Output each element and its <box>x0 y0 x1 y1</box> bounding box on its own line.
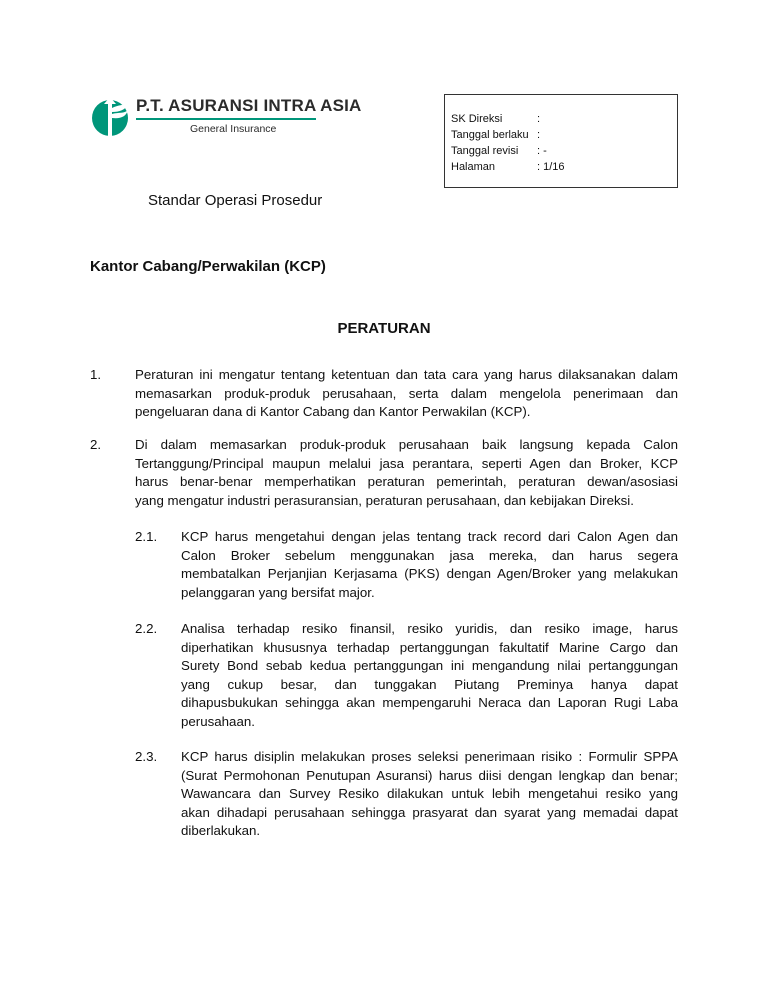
info-row-tanggal-berlaku <box>451 127 677 143</box>
text-line: Wawancara dan Survey Resiko dilakukan untuk lebih mengetahui resiko yang <box>181 786 678 801</box>
info-row-halaman <box>451 159 677 175</box>
section-title: PERATURAN <box>337 320 431 337</box>
text-line: pengeluaran dana di Kantor Cabang dan Kantor Perwakilan (KCP). <box>135 404 531 419</box>
text-line: membatalkan Perjanjian Kerjasama (PKS) dengan Agen/Broker yang melakukan <box>181 566 678 581</box>
info-label: Tanggal revisi <box>451 145 519 157</box>
info-value: : <box>537 129 541 141</box>
document-info-box <box>444 94 678 188</box>
regulation-subitem <box>135 620 678 731</box>
subitem-text <box>181 748 678 841</box>
item-number: 2. <box>90 437 102 452</box>
regulation-subitem <box>135 528 678 602</box>
item-number: 1. <box>90 367 102 382</box>
text-line: Tertanggung/Principal maupun melalui jasa perantara, seperti Agen dan Broker, KCP <box>135 455 678 471</box>
text-line: akan dihadapi perusahaan sehingga prasyarat dan syarat yang memadai dapat <box>181 804 678 820</box>
text-line: diperhatikan khususnya terhadap pertanggungan fakultatif Marine Cargo dan <box>181 639 678 655</box>
subitem-number: 2.3. <box>135 749 158 764</box>
logo-divider <box>136 118 316 120</box>
text-line: yang mengatur industri perasuransian, peraturan perusahaan, dan kebijakan Direksi. <box>135 492 634 508</box>
info-row-sk-direksi <box>451 111 677 127</box>
text-line: yang cukup besar, dan tunggakan Piutang Preminya hanya dapat <box>181 676 678 692</box>
text-line: diberlakukan. <box>181 823 261 838</box>
info-label: SK Direksi <box>451 113 503 125</box>
info-value: : - <box>537 145 547 157</box>
logo-company-name: P.T. ASURANSI INTRA ASIA <box>136 96 362 115</box>
subitem-number: 2.2. <box>135 621 158 636</box>
text-line: Calon Broker sebelum menggunakan jasa mereka, dan harus segera <box>181 547 678 563</box>
info-label: Halaman <box>451 161 496 173</box>
text-line: KCP harus disiplin melakukan proses seleksi penerimaan risiko : Formulir SPPA <box>181 749 678 764</box>
info-value: : <box>537 113 541 125</box>
subitem-text <box>181 620 678 731</box>
subitem-number: 2.1. <box>135 529 158 544</box>
logo-subtitle: General Insurance <box>190 123 277 135</box>
item-text <box>135 436 678 510</box>
unit-title: Kantor Cabang/Perwakilan (KCP) <box>90 258 326 275</box>
company-logo <box>90 92 362 142</box>
info-label: Tanggal berlaku <box>451 129 529 141</box>
regulation-item <box>90 366 678 422</box>
text-line: dihapusbukukan sehingga akan mempengaruhi Neraca dan Laporan Rugi Laba <box>181 695 678 710</box>
asuransi-logo-icon <box>90 92 134 144</box>
sop-title: Standar Operasi Prosedur <box>148 192 323 209</box>
text-line: Surety Bond sebab kedua pertanggungan ini mengandung nilai pertanggungan <box>181 658 678 673</box>
text-line: KCP harus mengetahui dengan jelas tentang track record dari Calon Agen dan <box>181 529 678 544</box>
item-text <box>135 366 678 422</box>
subitem-text <box>181 528 678 602</box>
text-line: perusahaan. <box>181 713 255 729</box>
text-line: memasarkan produk-produk perusahaan, serta dalam mengelola penerimaan dan <box>135 385 678 401</box>
text-line: (Surat Permohonan Penutupan Asuransi) harus diisi dengan lengkap dan benar; <box>181 767 678 783</box>
info-row-tanggal-revisi <box>451 143 677 159</box>
text-line: harus benar-benar memperhatikan peraturan pemerintah, peraturan dewan/asosiasi <box>135 474 678 489</box>
text-line: Analisa terhadap resiko finansil, resiko yuridis, dan resiko image, harus <box>181 621 678 636</box>
text-line: Peraturan ini mengatur tentang ketentuan dan tata cara yang harus dilaksanakan dalam <box>135 367 678 382</box>
info-value: : 1/16 <box>537 161 565 173</box>
text-line: Di dalam memasarkan produk-produk perusahaan baik langsung kepada Calon <box>135 437 678 452</box>
text-line: pelanggaran yang bersifat major. <box>181 584 375 600</box>
regulation-item <box>90 436 678 510</box>
regulation-subitem <box>135 748 678 841</box>
